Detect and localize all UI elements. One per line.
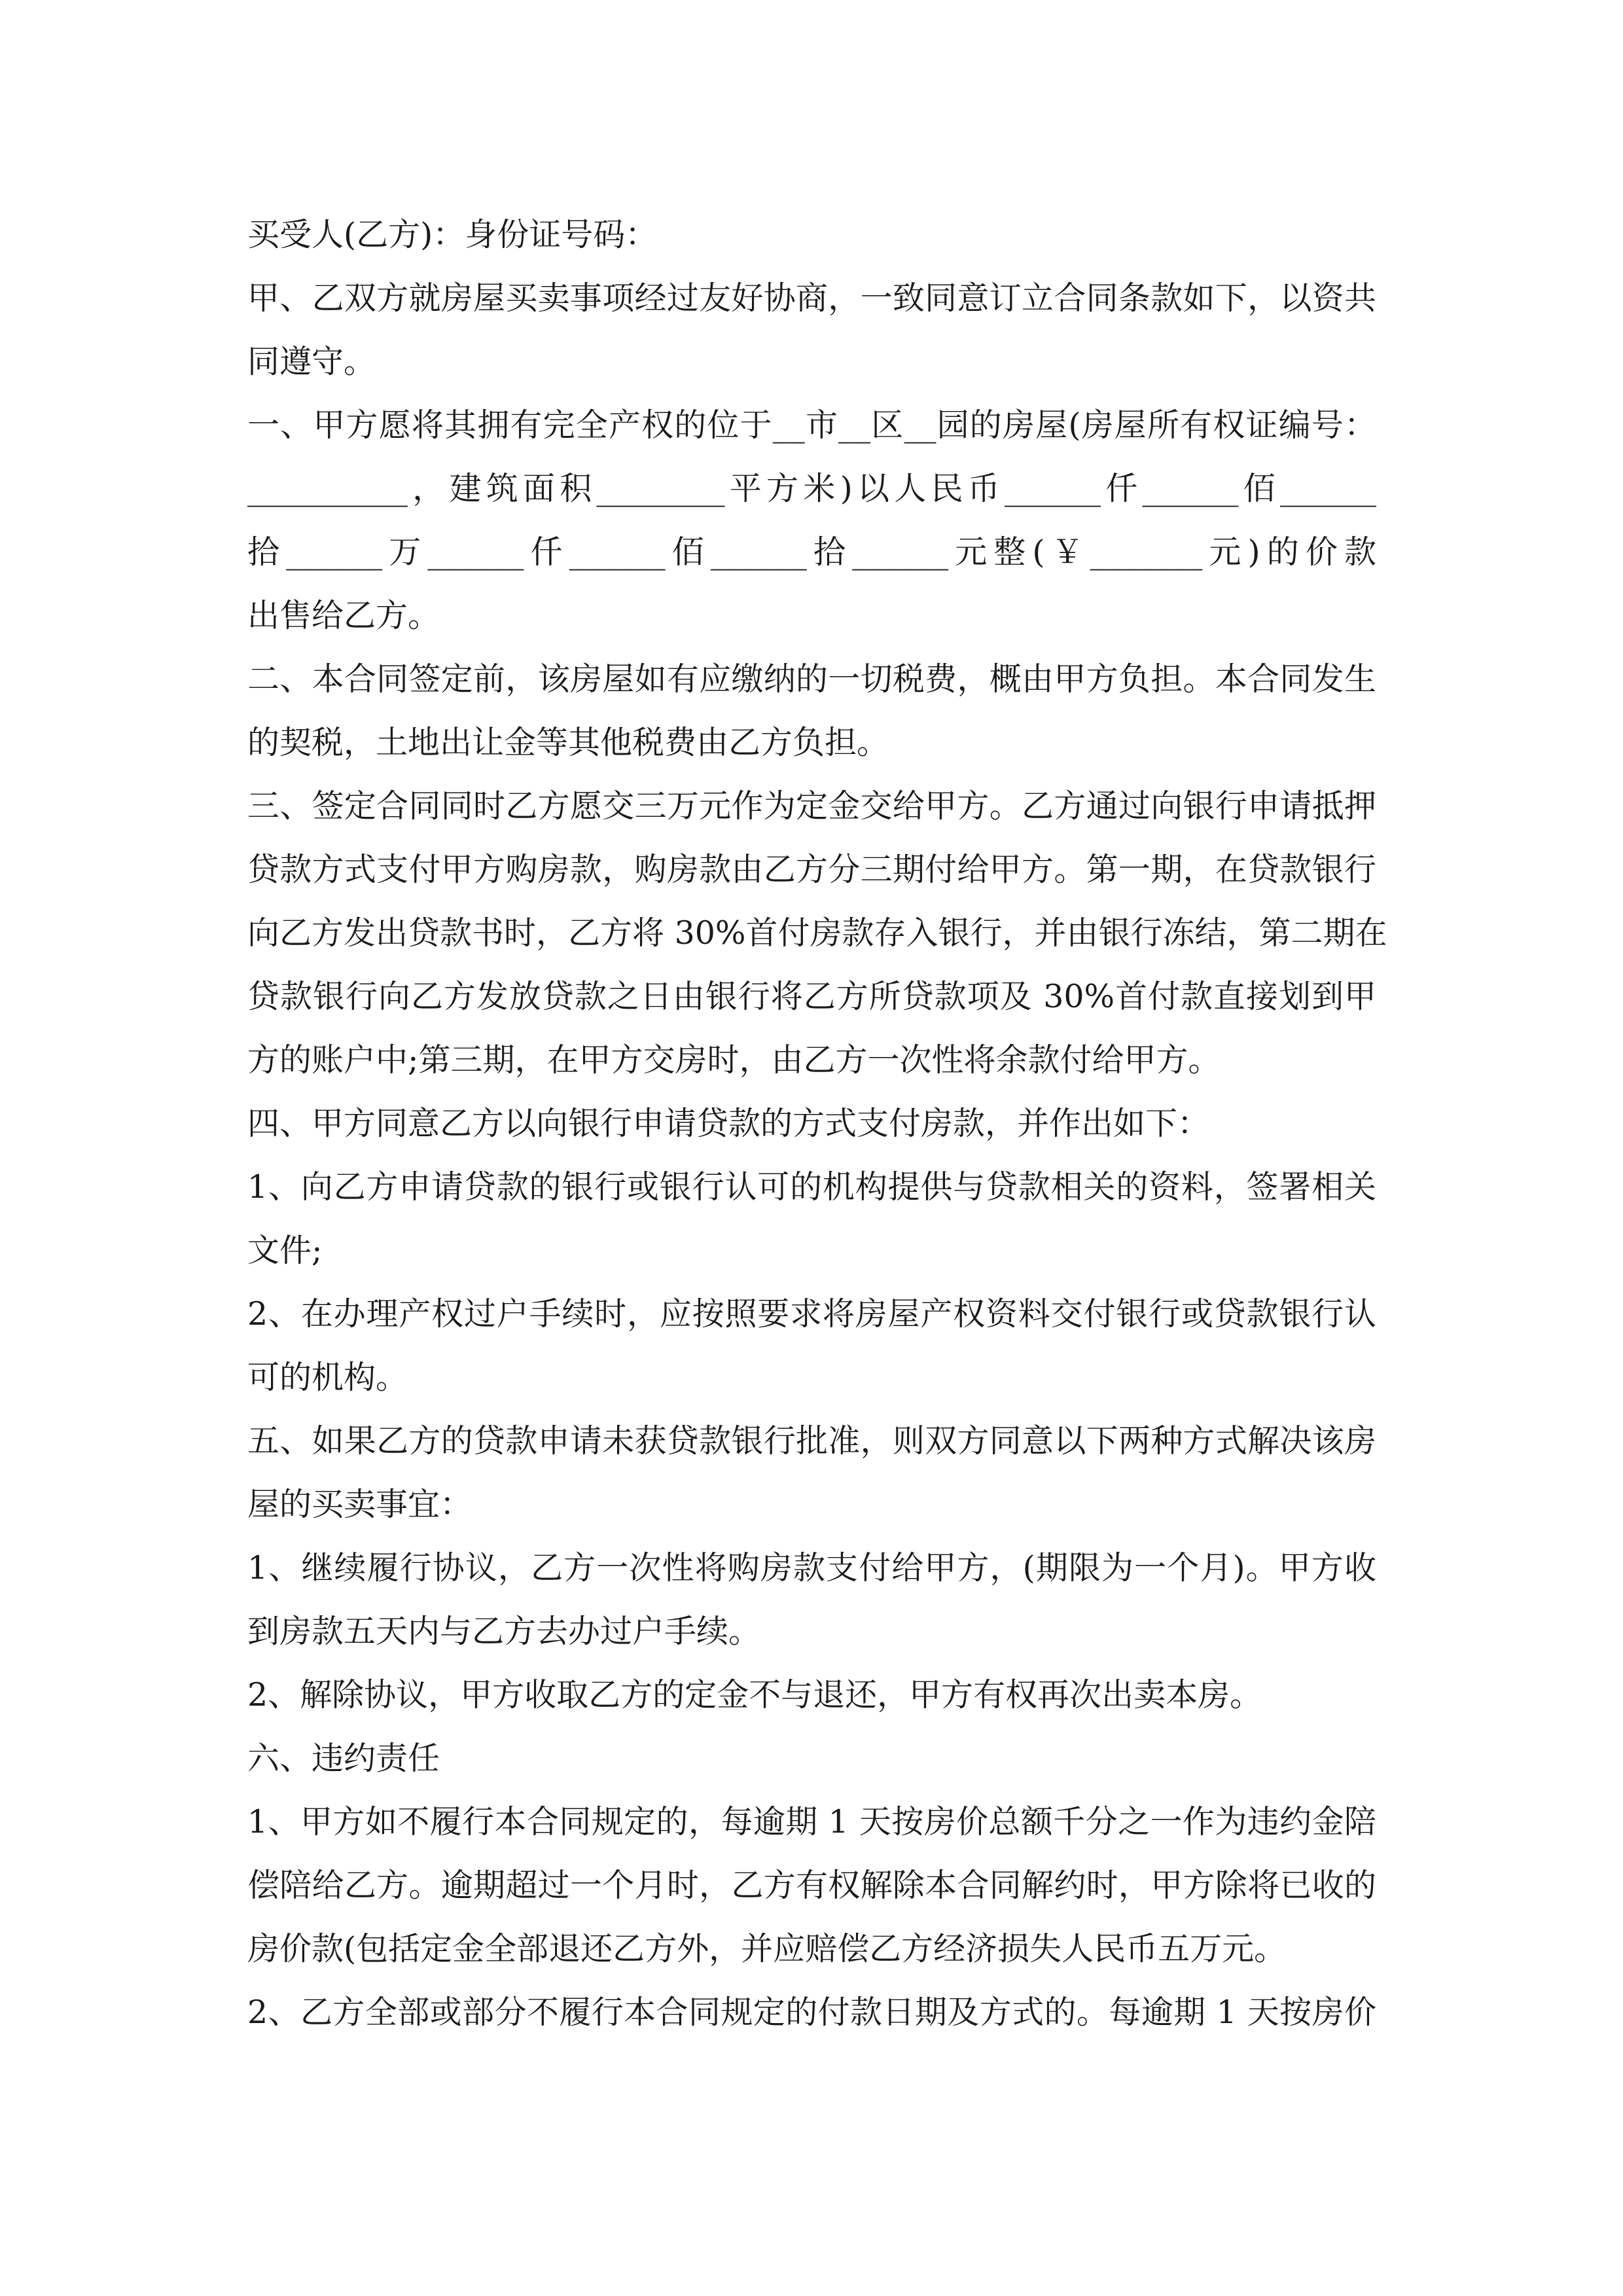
text-line: 拾______万______仟______佰______拾______元整(￥_______元)的价款 — [247, 533, 1376, 571]
text-line: 买受人(乙方)：身份证号码： — [247, 216, 658, 253]
text-line: 1、继续履行协议，乙方一次性将购房款支付给甲方，(期限为一个月)。甲方收 — [247, 1549, 1376, 1587]
text-line: 文件; — [247, 1232, 323, 1269]
text-line: 贷款方式支付甲方购房款，购房款由乙方分三期付给甲方。第一期，在贷款银行 — [247, 851, 1376, 888]
text-line: 三、签定合同同时乙方愿交三万元作为定金交给甲方。乙方通过向银行申请抵押 — [247, 787, 1376, 825]
text-line: 同遵守。 — [247, 343, 376, 380]
text-line: 五、如果乙方的贷款申请未获贷款银行批准，则双方同意以下两种方式解决该房 — [247, 1422, 1376, 1460]
text-line: __________，建筑面积________平方米)以人民币______仟______佰______ — [247, 470, 1376, 507]
text-line: 四、甲方同意乙方以向银行申请贷款的方式支付房款，并作出如下： — [247, 1105, 1210, 1142]
text-line: 到房款五天内与乙方去办过户手续。 — [247, 1613, 761, 1650]
text-line: 可的机构。 — [247, 1359, 408, 1396]
text-line: 二、本合同签定前，该房屋如有应缴纳的一切税费，概由甲方负担。本合同发生 — [247, 660, 1376, 698]
text-line: 甲、乙双方就房屋买卖事项经过友好协商，一致同意订立合同条款如下，以资共 — [247, 279, 1376, 317]
text-line: 六、违约责任 — [247, 1740, 440, 1777]
text-line: 偿陪给乙方。逾期超过一个月时，乙方有权解除本合同解约时，甲方除将已收的 — [247, 1867, 1376, 1904]
text-line: 1、向乙方申请贷款的银行或银行认可的机构提供与贷款相关的资料，签署相关 — [247, 1168, 1376, 1206]
text-line: 2、乙方全部或部分不履行本合同规定的付款日期及方式的。每逾期 1 天按房价 — [247, 1994, 1376, 2031]
text-line: 2、在办理产权过户手续时，应按照要求将房屋产权资料交付银行或贷款银行认 — [247, 1295, 1376, 1333]
text-line: 一、甲方愿将其拥有完全产权的位于__市__区__园的房屋(房屋所有权证编号： — [247, 406, 1376, 444]
text-line: 的契税，土地出让金等其他税费由乙方负担。 — [247, 724, 889, 761]
text-line: 2、解除协议，甲方收取乙方的定金不与退还，甲方有权再次出卖本房。 — [247, 1676, 1262, 1713]
text-line: 方的账户中;第三期，在甲方交房时，由乙方一次性将余款付给甲方。 — [247, 1041, 1221, 1079]
text-line: 房价款(包括定金全部退还乙方外，并应赔偿乙方经济损失人民币五万元。 — [247, 1930, 1287, 1967]
text-line: 向乙方发出贷款书时，乙方将 30%首付房款存入银行，并由银行冻结，第二期在 — [247, 914, 1387, 952]
document-body — [247, 203, 1387, 2044]
text-line: 屋的买卖事宜： — [247, 1486, 473, 1523]
text-line: 1、甲方如不履行本合同规定的，每逾期 1 天按房价总额千分之一作为违约金陪 — [247, 1803, 1376, 1840]
text-line: 贷款银行向乙方发放贷款之日由银行将乙方所贷款项及 30%首付款直接划到甲 — [247, 978, 1376, 1015]
text-line: 出售给乙方。 — [247, 597, 440, 634]
